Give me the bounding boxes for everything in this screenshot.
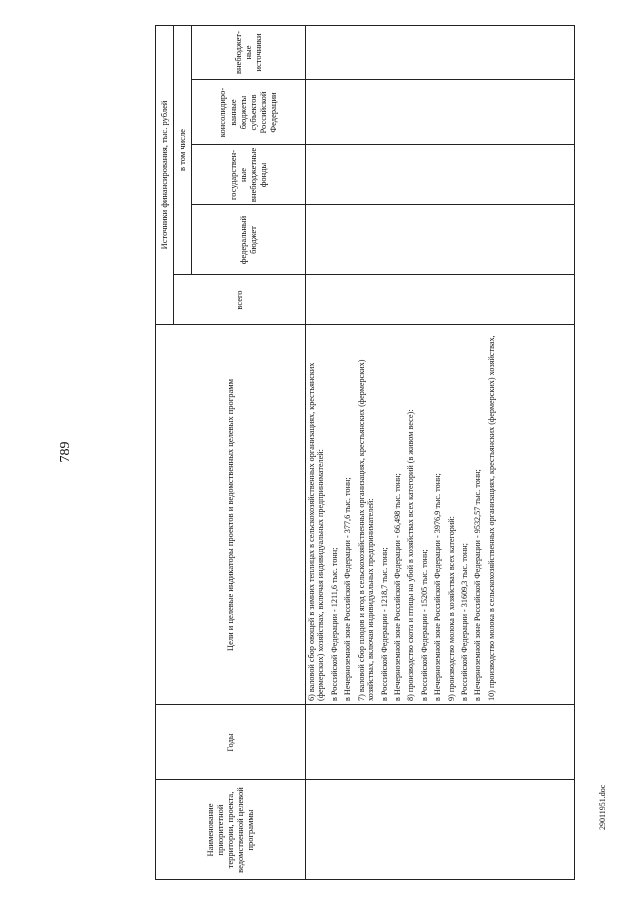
indicator-item: в Нечерноземной зоне Российской Федерации - 377,6 тыс. тонн;	[343, 477, 353, 701]
table-border-bottom	[574, 25, 575, 880]
indicator-item: в Российской Федерации - 31609,3 тыс. тонн;	[460, 543, 470, 701]
header-name: Наименование приоритетной территории, проекта, ведомственной целевой программы	[204, 787, 256, 873]
indicator-item: в Российской Федерации - 1218,7 тыс. тонн;	[379, 547, 389, 701]
financing-table	[155, 25, 575, 880]
indicator-item: 7) валовой сбор плодов и ягод в сельскохозяйственных организациях, крестьянских (фермерских) хозяйствах, включая индивидуальных предпринимателей:	[356, 359, 376, 701]
indicator-item: 9) производство молока в хозяйствах всех категорий:	[446, 516, 456, 701]
indicator-item: 8) производство скота и птицы на убой в хозяйствах всех категорий (в живом весе):	[406, 409, 416, 701]
header-goals: Цели и целевые индикаторы проектов и ведомственных целевых программ	[224, 378, 235, 652]
header-years: Годы	[224, 733, 235, 752]
indicator-item: 10) производство молока в сельскохозяйственных организациях, крестьянских (фермерских) хозяйствах,	[486, 335, 496, 701]
indicators-list	[305, 325, 573, 705]
header-federal: федеральный бюджет	[237, 215, 258, 265]
indicator-item: в Нечерноземной зоне Российской Федерации - 66,498 тыс. тонн;	[392, 473, 402, 701]
indicator-item: в Российской Федерации - 1211,6 тыс. тонн;	[329, 547, 339, 701]
indicator-item: в Нечерноземной зоне Российской Федерации - 3976,9 тыс. тонн;	[433, 473, 443, 701]
page-number: 789	[58, 441, 73, 463]
header-regional: консолидиро-ванные бюджеты субъектов Российской Федерации	[217, 87, 279, 138]
indicator-item: 6) валовой сбор овощей в зимних теплицах в сельскохозяйственных организациях, крестьянских (фермерских) хозяйствах, включая индивидуальных предпринимателей:	[307, 362, 326, 701]
header-funding: Источники финансирования, тыс. рублей	[158, 100, 169, 250]
document-code: 29011951.doc	[598, 784, 607, 830]
header-external: внебюджет-ные источники	[232, 31, 264, 74]
indicator-item: в Нечерноземной зоне Российской Федерации - 9532,57 тыс. тонн;	[473, 469, 483, 701]
header-offbudget-funds: государствен-ные внебюджетные фонды	[227, 147, 269, 203]
indicator-item: в Российской Федерации - 15205 тыс. тонн;	[419, 549, 429, 701]
header-including: в том числе	[176, 129, 187, 171]
header-total: всего	[233, 290, 244, 310]
